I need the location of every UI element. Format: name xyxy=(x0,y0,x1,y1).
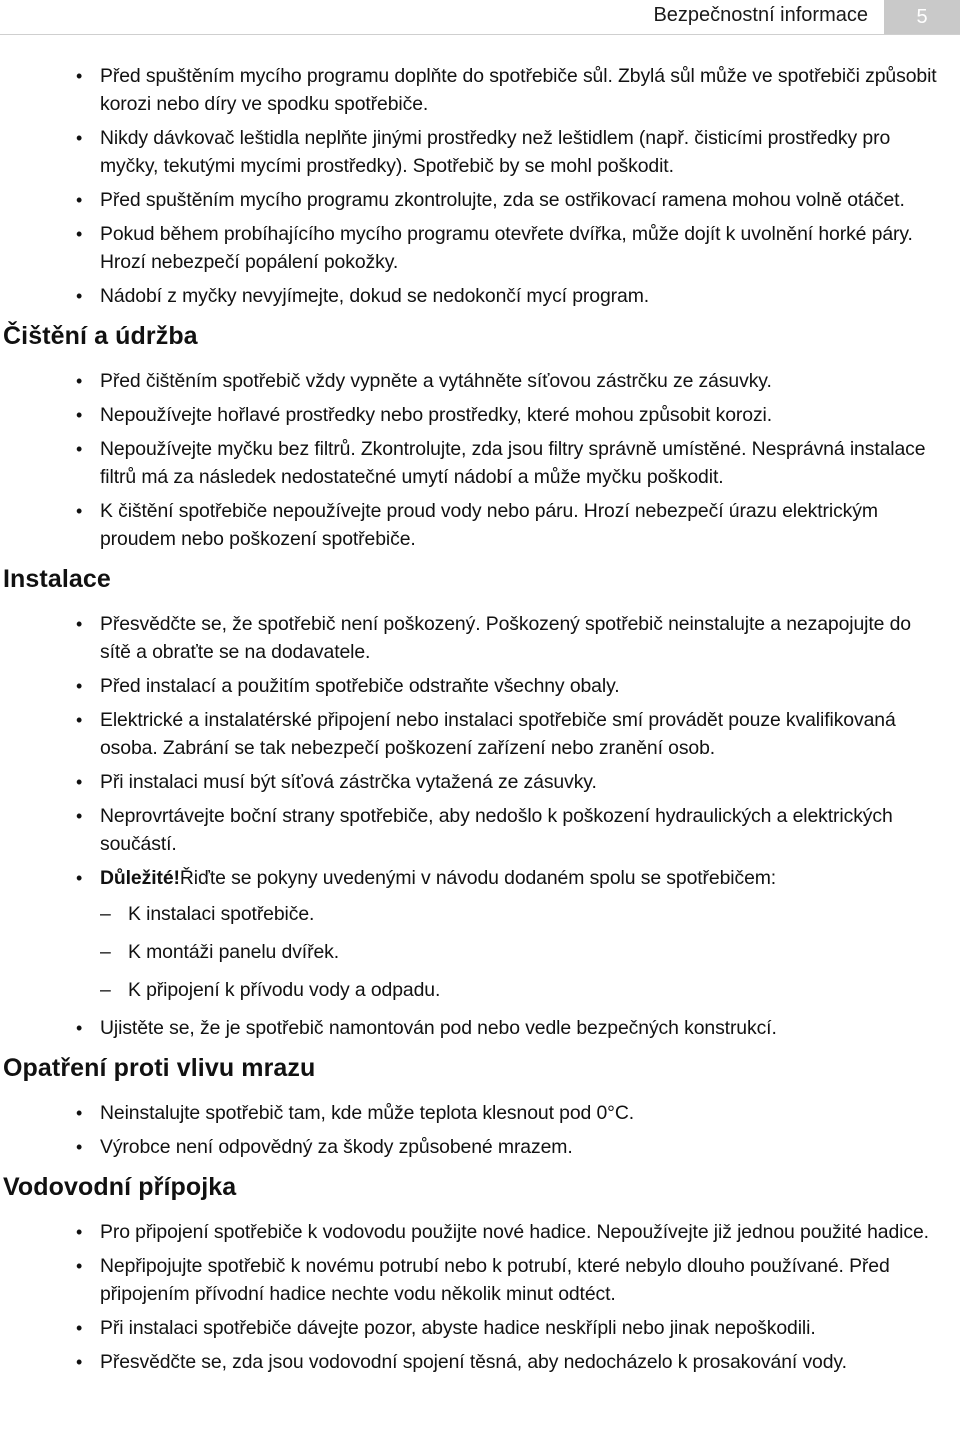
document-body xyxy=(0,62,960,1388)
list-item xyxy=(0,401,960,429)
bullet-icon: • xyxy=(76,710,83,730)
heading-water-connection: Vodovodní přípojka xyxy=(3,1173,237,1201)
list-item-text: K čištění spotřebiče nepoužívejte proud vody nebo páru. Hrozí nebezpečí úrazu elektrickým proudem nebo poškození spotřebiče. xyxy=(100,500,878,550)
list-item-text: Nepoužívejte hořlavé prostředky nebo prostředky, které mohou způsobit korozi. xyxy=(100,404,773,426)
bullet-icon: • xyxy=(76,1018,83,1038)
list-item-text: Výrobce není odpovědný za škody způsobené mrazem. xyxy=(100,1136,573,1158)
list-item xyxy=(0,367,960,395)
list-item-text: Pokud během probíhajícího mycího programu otevřete dvířka, může dojít k uvolnění horké páry. Hrozí nebezpečí popálení pokožky. xyxy=(100,223,913,273)
page-header xyxy=(0,0,960,35)
list-item xyxy=(0,1099,960,1127)
bullet-icon: • xyxy=(76,868,83,888)
list-item xyxy=(0,282,960,310)
sub-list-item xyxy=(100,900,946,928)
bullet-icon: • xyxy=(76,128,83,148)
list-item xyxy=(0,220,960,276)
list-item xyxy=(0,435,960,491)
list-item xyxy=(0,1218,960,1246)
sub-list-item-text: K montáži panelu dvířek. xyxy=(128,941,340,963)
list-item-text: Před instalací a použitím spotřebiče odstraňte všechny obaly. xyxy=(100,675,620,697)
list-item-text: Nepoužívejte myčku bez filtrů. Zkontrolujte, zda jsou filtry správně umístěné. Nesprávná instalace filtrů má za následek nedostatečné umytí nádobí a může myčku poškodit. xyxy=(100,438,926,488)
bullet-icon: • xyxy=(76,614,83,634)
sub-list-item-text: K připojení k přívodu vody a odpadu. xyxy=(128,979,441,1001)
list-item xyxy=(0,124,960,180)
bullet-icon: • xyxy=(76,806,83,826)
list-item-text: Řiďte se pokyny uvedenými v návodu dodaném spolu se spotřebičem: xyxy=(179,867,777,889)
list-item-text: Před čištěním spotřebič vždy vypněte a vytáhněte síťovou zástrčku ze zásuvky. xyxy=(100,370,772,392)
list-item-text: Nádobí z myčky nevyjímejte, dokud se nedokončí mycí program. xyxy=(100,285,650,307)
bullet-icon: • xyxy=(76,676,83,696)
list-item-text: Přesvědčte se, že spotřebič není poškozený. Poškozený spotřebič neinstalujte a nezapojujte do sítě a obraťte se na dodavatele. xyxy=(100,613,911,663)
bullet-icon: • xyxy=(76,1103,83,1123)
list-item-text: Při instalaci musí být síťová zástrčka vytažená ze zásuvky. xyxy=(100,771,597,793)
bullet-icon: • xyxy=(76,1318,83,1338)
important-label: Důležité! xyxy=(100,867,180,889)
list-item xyxy=(0,62,960,118)
bullet-icon: • xyxy=(76,66,83,86)
sub-list xyxy=(100,900,946,1004)
water-list xyxy=(0,1218,960,1376)
dash-icon: – xyxy=(100,941,111,963)
list-item-text: Před spuštěním mycího programu doplňte do spotřebiče sůl. Zbylá sůl může ve spotřebiči způsobit korozi nebo díry ve spodku spotřebiče. xyxy=(100,65,937,115)
list-item xyxy=(0,864,960,1004)
list-item xyxy=(0,186,960,214)
heading-installation: Instalace xyxy=(3,565,111,593)
list-item xyxy=(0,610,960,666)
list-item-text: Pro připojení spotřebiče k vodovodu použijte nové hadice. Nepoužívejte již jednou použité hadice. xyxy=(100,1221,929,1243)
list-item-text: Neprovrtávejte boční strany spotřebiče, aby nedošlo k poškození hydraulických a elektrických součástí. xyxy=(100,805,893,855)
dash-icon: – xyxy=(100,903,111,925)
heading-cleaning: Čištění a údržba xyxy=(3,322,198,350)
list-item-text: Při instalaci spotřebiče dávejte pozor, abyste hadice neskřípli nebo jinak nepoškodili. xyxy=(100,1317,816,1339)
dash-icon: – xyxy=(100,979,111,1001)
page-number: 5 xyxy=(884,0,960,34)
bullet-icon: • xyxy=(76,1137,83,1157)
bullet-icon: • xyxy=(76,405,83,425)
sub-list-item-text: K instalaci spotřebiče. xyxy=(128,903,315,925)
bullet-icon: • xyxy=(76,1222,83,1242)
bullet-icon: • xyxy=(76,1352,83,1372)
list-item-text: Nepřipojujte spotřebič k novému potrubí nebo k potrubí, které nebylo dlouho používané. Před připojením přívodní hadice nechte vodu několik minut odtéct. xyxy=(100,1255,890,1305)
list-item xyxy=(0,706,960,762)
list-item xyxy=(0,1348,960,1376)
bullet-icon: • xyxy=(76,772,83,792)
list-item-text: Ujistěte se, že je spotřebič namontován pod nebo vedle bezpečných konstrukcí. xyxy=(100,1017,777,1039)
list-item xyxy=(0,1314,960,1342)
installation-list xyxy=(0,610,960,1042)
list-item-text: Před spuštěním mycího programu zkontrolujte, zda se ostřikovací ramena mohou volně otáčet. xyxy=(100,189,905,211)
heading-frost: Opatření proti vlivu mrazu xyxy=(3,1054,316,1082)
header-title: Bezpečnostní informace xyxy=(653,4,868,26)
list-item-text: Nikdy dávkovač leštidla neplňte jinými prostředky než leštidlem (např. čisticími prostředky pro myčky, tekutými mycími prostředky). Spotřebič by se mohl poškodit. xyxy=(100,127,891,177)
bullet-icon: • xyxy=(76,286,83,306)
list-item-text: Elektrické a instalatérské připojení nebo instalaci spotřebiče smí provádět pouze kvalifikovaná osoba. Zabrání se tak nebezpečí poškození zařízení nebo zranění osob. xyxy=(100,709,896,759)
safety-list xyxy=(0,62,960,310)
list-item xyxy=(0,672,960,700)
bullet-icon: • xyxy=(76,371,83,391)
list-item xyxy=(0,768,960,796)
list-item xyxy=(0,1133,960,1161)
sub-list-item xyxy=(100,938,946,966)
sub-list-item xyxy=(100,976,946,1004)
bullet-icon: • xyxy=(76,439,83,459)
bullet-icon: • xyxy=(76,190,83,210)
bullet-icon: • xyxy=(76,224,83,244)
bullet-icon: • xyxy=(76,1256,83,1276)
frost-list xyxy=(0,1099,960,1161)
list-item-text: Přesvědčte se, zda jsou vodovodní spojení těsná, aby nedocházelo k prosakování vody. xyxy=(100,1351,847,1373)
list-item xyxy=(0,1014,960,1042)
list-item-text: Neinstalujte spotřebič tam, kde může teplota klesnout pod 0°C. xyxy=(100,1102,635,1124)
bullet-icon: • xyxy=(76,501,83,521)
list-item xyxy=(0,802,960,858)
list-item xyxy=(0,497,960,553)
list-item xyxy=(0,1252,960,1308)
cleaning-list xyxy=(0,367,960,553)
